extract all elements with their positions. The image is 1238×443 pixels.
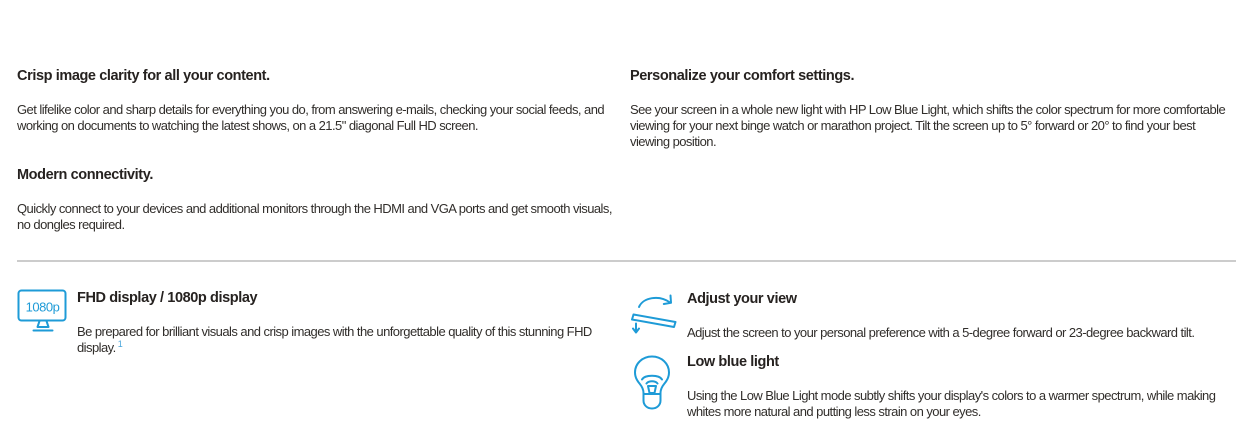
section-heading: Crisp image clarity for all your content.: [17, 68, 270, 84]
footnote-link-1[interactable]: 1: [117, 338, 123, 349]
section-image-clarity: [17, 69, 617, 134]
feature-text: [687, 353, 1233, 420]
feature-fhd-display: [17, 289, 617, 356]
feature-adjust-view: [630, 290, 1233, 341]
light-bulb-icon: [630, 353, 677, 413]
section-body: See your screen in a whole new light with HP Low Blue Light, which shifts the color spectrum for more comfortable viewing for your next binge watch or marathon project. Tilt the screen up to 5° forward or 20° to find your best viewing position.: [630, 102, 1226, 149]
section-connectivity: [17, 168, 617, 233]
icon-1080p-label: 1080p: [25, 299, 60, 315]
section-heading: Personalize your comfort settings.: [630, 68, 855, 84]
feature-body-text: Be prepared for brilliant visuals and crisp images with the unforgettable quality of this stunning FHD display.: [77, 324, 592, 355]
feature-heading: Low blue light: [687, 354, 779, 370]
section-body: Get lifelike color and sharp details for everything you do, from answering e-mails, checking your social feeds, and working on documents to watching the latest shows, on a 21.5" diagonal Full HD screen.: [17, 102, 605, 133]
tilt-adjust-icon: [630, 290, 677, 334]
feature-low-blue-light: [630, 353, 1233, 420]
section-comfort-settings: [630, 69, 1233, 150]
intro-column-left: [17, 69, 617, 233]
feature-text: [687, 290, 1233, 341]
section-heading: Modern connectivity.: [17, 167, 153, 183]
feature-heading: FHD display / 1080p display: [77, 290, 258, 306]
section-body: Quickly connect to your devices and additional monitors through the HDMI and VGA ports and get smooth visuals, no dongles required.: [17, 201, 612, 232]
intro-column-right: [630, 69, 1233, 150]
feature-body: Adjust the screen to your personal preference with a 5-degree forward or 23-degree backward tilt.: [687, 325, 1195, 340]
feature-text: [77, 289, 617, 356]
feature-body: Using the Low Blue Light mode subtly shifts your display's colors to a warmer spectrum, while making whites more natural and putting less strain on your eyes.: [687, 388, 1216, 419]
feature-heading: Adjust your view: [687, 291, 797, 307]
section-divider: [17, 260, 1236, 262]
monitor-1080p-icon: [17, 289, 67, 335]
feature-body: [77, 324, 617, 356]
